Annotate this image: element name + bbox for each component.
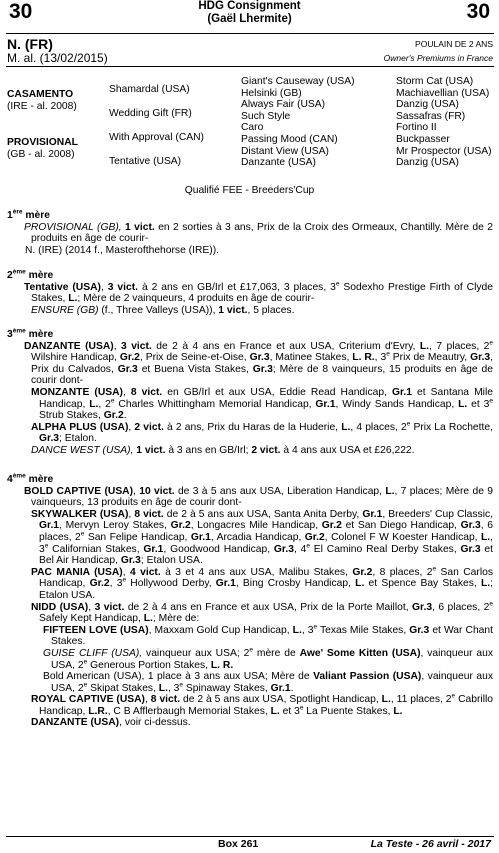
venue-date: La Teste - 26 avril - 2017 bbox=[370, 838, 491, 850]
box-number: Box 261 bbox=[218, 838, 259, 850]
pedigree-gen4-8: Danzig (USA) bbox=[396, 157, 459, 169]
sire-block bbox=[7, 89, 77, 112]
header-rule-bottom bbox=[6, 66, 494, 67]
section-heading: 1ère mère bbox=[7, 208, 50, 221]
pedigree-gen3-8: Danzante (USA) bbox=[241, 157, 316, 169]
produce-line: GUISE CLIFF (USA), vainqueur aux USA; 2e mère de Awe' Some Kitten (USA), vainqueur aux USA, 2e Generous Portion Stakes, L. R. bbox=[43, 646, 493, 671]
dam-info: (GB - al. 2008) bbox=[7, 148, 75, 160]
consignor-block bbox=[0, 0, 499, 26]
dam-paragraph: DANZANTE (USA), 3 vict. de 2 à 4 ans en France et aux USA, Criterium d'Evry, L., 7 places, 2e Wilshire Handicap, Gr.2, Prix de Seine-et-Oise, Gr.3, Matinee Stakes, L. R., 3e Prix de Meautry, Gr.3, Prix du Calvados, Gr.3 et Buena Vista Stakes, Gr.3; Mère de 8 vainqueurs, 15 produits en âge de courir dont- bbox=[24, 339, 494, 387]
pedigree-gen3-3: Always Fair (USA) bbox=[241, 99, 326, 111]
section-heading: 2ème mère bbox=[7, 268, 54, 281]
sire-name: CASAMENTO bbox=[7, 89, 74, 100]
produce-line: Bold American (USA), 1 place à 3 ans aux USA; Mère de Valiant Passion (USA), vainqueur aux USA, 2e Skipat Stakes, L., 3e Spinaway Stakes, Gr.1. bbox=[43, 671, 493, 694]
section-first-dam bbox=[7, 210, 493, 256]
dam-paragraph: PROVISIONAL (GB), 1 vict. en 2 sorties à 3 ans, Prix de la Croix des Ormeaux, Chantilly. Mère de 2 produits en âge de courir- bbox=[24, 221, 493, 245]
dam-paragraph: Tentative (USA), 3 vict. à 2 ans en GB/Irl et £17,063, 3 places, 3e Sodexho Prestige Firth of Clyde Stakes, L.; Mère de 2 vainqueurs, 4 produits en âge de courir- bbox=[24, 280, 493, 305]
pedigree-gen3-5: Caro bbox=[241, 122, 264, 134]
pedigree-gen4 bbox=[396, 76, 492, 169]
pedigree-gen3-4: Such Style bbox=[241, 110, 291, 122]
produce-line: DANZANTE (USA), voir ci-dessus. bbox=[31, 717, 191, 729]
pedigree-gen2-2: Wedding Gift (FR) bbox=[109, 108, 192, 119]
produce-line: ENSURE (GB) (f., Three Valleys (USA)), 1 vict., 5 places. bbox=[31, 304, 295, 316]
pedigree-gen4-5: Fortino II bbox=[396, 122, 437, 134]
pedigree-gen3-7: Distant View (USA) bbox=[241, 145, 329, 157]
pedigree-gen2-1: Shamardal (USA) bbox=[109, 84, 190, 95]
pedigree-gen4-2: Machiavellian (USA) bbox=[396, 87, 490, 99]
pedigree-gen4-7: Mr Prospector (USA) bbox=[396, 145, 492, 157]
header-rule-top bbox=[6, 33, 494, 34]
produce-line: SKYWALKER (USA), 8 vict. de 2 à 5 ans aux USA, Santa Anita Derby, Gr.1, Breeders' Cup Classic, Gr.1, Mervyn Leroy Stakes, Gr.2, Longacres Mile Handicap, Gr.2 et San Diego Handicap, Gr.3, 6 places, 2e San Felipe Handicap, Gr.1, Arcadia Handicap, Gr.2, Colonel F W Koester Handicap, L., 3e Californian Stakes, Gr.1, Goodwood Handicap, Gr.3, 4e El Camino Real Derby Stakes, Gr.3 et Bel Air Handicap, Gr.3; Etalon USA. bbox=[31, 508, 493, 567]
pedigree-gen4-6: Buckpasser bbox=[396, 133, 450, 145]
produce-line: N. (IRE) (2014 f., Masterofthehorse (IRE)). bbox=[25, 244, 219, 256]
produce-line: FIFTEEN LOVE (USA), Maxxam Gold Cup Handicap, L., 3e Texas Mile Stakes, Gr.3 et War Chant Stakes. bbox=[43, 623, 493, 648]
pedigree-gen4-4: Sassafras (FR) bbox=[396, 110, 466, 122]
produce-line: MONZANTE (USA), 8 vict. en GB/Irl et aux USA, Eddie Read Handicap, Gr.1 et Santana Mile Handicap, L., 2e Charles Whittingham Memorial Handicap, Gr.1, Windy Sands Handicap, L. et 3e Strub Stakes, Gr.2. bbox=[31, 386, 493, 422]
dam-name: PROVISIONAL bbox=[7, 137, 78, 148]
pedigree-gen4-1: Storm Cat (USA) bbox=[396, 76, 474, 87]
produce-line: PAC MANIA (USA), 4 vict. à 3 et 4 ans aux USA, Malibu Stakes, Gr.2, 8 places, 2e San Carlos Handicap, Gr.2, 3e Hollywood Derby, Gr.1, Bing Crosby Handicap, L. et Spence Bay Stakes, L.; Etalon USA. bbox=[31, 565, 494, 601]
horse-description: M. al. (13/02/2015) bbox=[7, 51, 108, 65]
pedigree-gen3-1: Giant's Causeway (USA) bbox=[241, 76, 355, 87]
premium-scheme: Owner's Premiums in France bbox=[383, 53, 493, 63]
pedigree-gen2-4: Tentative (USA) bbox=[109, 156, 182, 167]
produce-line: NIDD (USA), 3 vict. de 2 à 4 ans en France et aux USA, Prix de la Porte Maillot, Gr.3, 6 places, 2e Safely Kept Handicap, L.; Mère de: bbox=[31, 600, 493, 625]
footer-rule bbox=[6, 836, 494, 837]
consignor-sub: (Gaël Lhermite) bbox=[207, 13, 292, 25]
section-third-dam bbox=[7, 329, 493, 457]
section-second-dam bbox=[7, 270, 493, 316]
produce-line: DANCE WEST (USA), 1 vict. à 3 ans en GB/Irl; 2 vict. à 4 ans aux USA et £26,222. bbox=[31, 444, 415, 456]
horse-name: N. (FR) bbox=[7, 36, 53, 52]
section-heading: 3ème mère bbox=[7, 327, 54, 340]
pedigree-gen2-3: With Approval (CAN) bbox=[109, 132, 204, 143]
lot-number-right: 30 bbox=[466, 0, 490, 23]
pedigree-gen3-2: Helsinki (GB) bbox=[241, 87, 302, 99]
produce-line: ROYAL CAPTIVE (USA), 8 vict. de 2 à 5 ans aux USA, Spotlight Handicap, L., 11 places, 2e Cabrillo Handicap, L.R., C B Afflerbaugh Memorial Stakes, L. et 3e La Puente Stakes, L. bbox=[31, 692, 493, 717]
dam-block bbox=[7, 137, 78, 160]
dam-paragraph: BOLD CAPTIVE (USA), 10 vict. de 3 à 5 ans aux USA, Liberation Handicap, L., 7 places; Mère de 9 vainqueurs, 13 produits en âge de courir dont- bbox=[24, 485, 493, 509]
pedigree-gen4-3: Danzig (USA) bbox=[396, 99, 459, 111]
pedigree-gen3 bbox=[241, 76, 355, 169]
section-fourth-dam bbox=[7, 474, 493, 729]
section-heading: 4ème mère bbox=[7, 472, 54, 485]
lot-number-left: 30 bbox=[9, 0, 33, 23]
sire-info: (IRE - al. 2008) bbox=[7, 100, 77, 112]
qualification-note: Qualifié FEE - Breeders'Cup bbox=[184, 185, 315, 196]
sex-age: POULAIN DE 2 ANS bbox=[415, 39, 493, 49]
pedigree-gen3-6: Passing Mood (CAN) bbox=[241, 133, 338, 145]
consignor-name: HDG Consignment bbox=[198, 0, 301, 12]
produce-line: ALPHA PLUS (USA), 2 vict. à 2 ans, Prix du Haras de la Huderie, L., 4 places, 2e Prix La Rochette, Gr.3; Etalon. bbox=[31, 420, 493, 445]
